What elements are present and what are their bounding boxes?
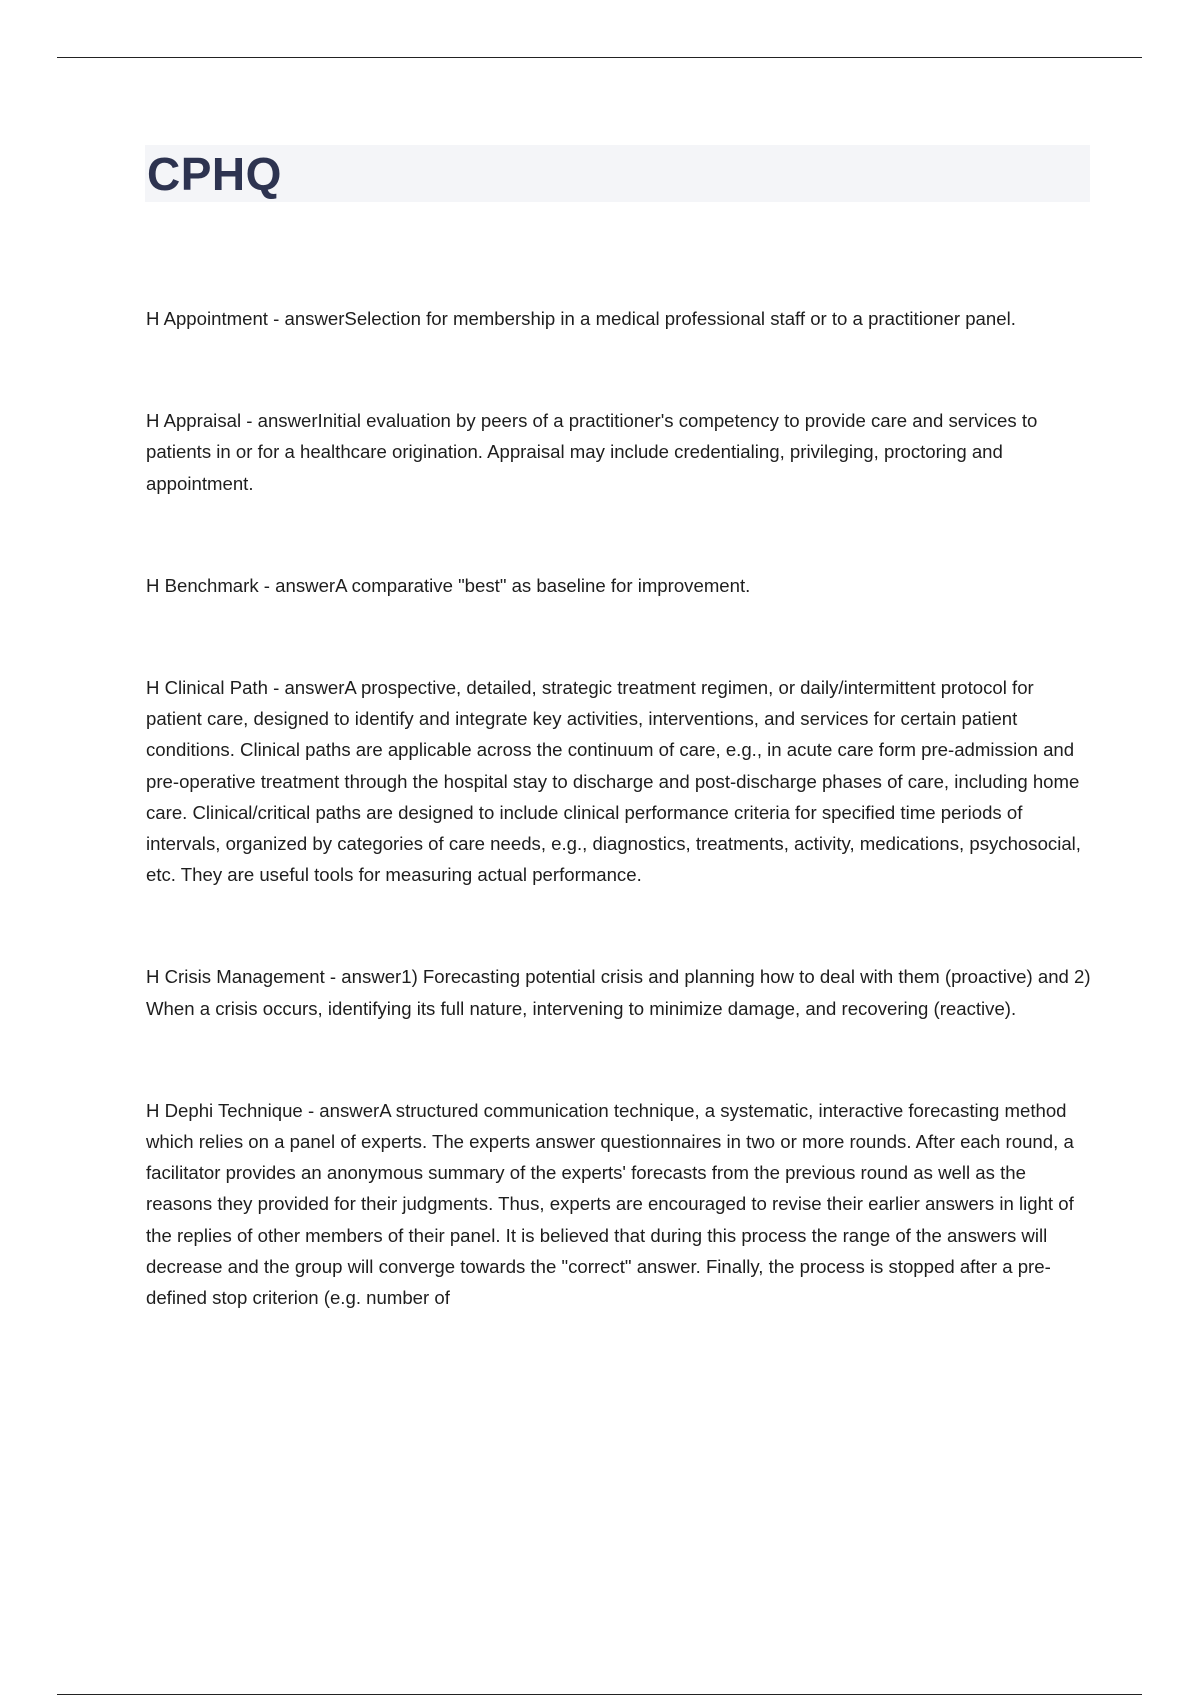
entry-clinical-path: H Clinical Path - answerA prospective, detailed, strategic treatment regimen, or daily/intermittent protocol for patient care, designed to identify and integrate key activities, interventions, and services for certain patient conditions. Clinical paths are applicable across the continuum of care, e.g., in acute care form pre-admission and pre-operative treatment through the hospital stay to discharge and post-discharge phases of care, including home care. Clinical/critical paths are designed to include clinical performance criteria for specified time periods of intervals, organized by categories of care needs, e.g., diagnostics, treatments, activity, medications, psychosocial, etc. They are useful tools for measuring actual performance. <box>146 677 1081 886</box>
entry-appointment: H Appointment - answerSelection for membership in a medical professional staff or to a practitioner panel. <box>146 308 1016 329</box>
page-title: CPHQ <box>147 148 282 200</box>
entry-delphi-technique: H Dephi Technique - answerA structured communication technique, a systematic, interactive forecasting method which relies on a panel of experts. The experts answer questionnaires in two or more rounds. After each round, a facilitator provides an anonymous summary of the experts' forecasts from the previous round as well as the reasons they provided for their judgments. Thus, experts are encouraged to revise their earlier answers in light of the replies of other members of their panel. It is believed that during this process the range of the answers will decrease and the group will converge towards the "correct" answer. Finally, the process is stopped after a pre-defined stop criterion (e.g. number of <box>146 1099 1074 1309</box>
entry-benchmark: H Benchmark - answerA comparative "best" as baseline for improvement. <box>146 574 751 596</box>
footer-rule <box>57 1694 1142 1695</box>
entry-appraisal: H Appraisal - answerInitial evaluation by peers of a practitioner's competency to provide care and services to patients in or for a healthcare origination. Appraisal may include credentialing, privileging, proctoring and appointment. <box>146 410 1038 494</box>
header-rule <box>57 57 1142 58</box>
title-band <box>145 145 1090 202</box>
entry-crisis-management: H Crisis Management - answer1) Forecasting potential crisis and planning how to deal with them (proactive) and 2) When a crisis occurs, identifying its full nature, intervening to minimize damage, and recovering (reactive). <box>146 966 1091 1019</box>
glossary-content <box>146 303 1091 1313</box>
